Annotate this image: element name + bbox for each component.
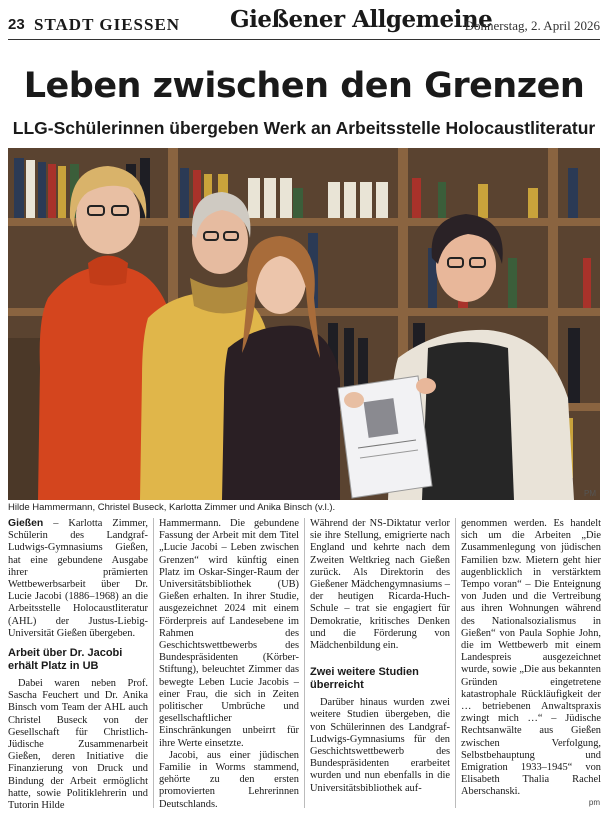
photo-caption: Hilde Hammermann, Christel Buseck, Karlotta Zimmer und Anika Binsch (v.l.). xyxy=(8,502,336,513)
article-headline: Leben zwischen den Grenzen xyxy=(23,66,585,106)
body-paragraph: Jacobi, aus einer jüdischen Familie in Worms stammend, gehörte zu den ersten promovierten Lehrerinnen Deutschlands. xyxy=(159,749,299,810)
section-title: STADT GIESSEN xyxy=(34,15,181,34)
newspaper-name: Gießener Allgemeine xyxy=(230,6,493,33)
subheading-studies: Zwei weitere Studien überreicht xyxy=(310,666,419,691)
column-divider xyxy=(455,518,456,808)
body-paragraph: Hammermann. Die gebundene Fassung der Arbeit mit dem Titel „Lucie Jacobi – Leben zwischen Grenzen“ wird künftig einen Platz im Oskar-Singer-Raum der Universitätsbibliothek (UB) Gießen erhalten. In ihrer Studie, ausgezeichnet 2024 mit einem Förderpreis auf Landesebene im Rahmen des Geschichtswettbewerbs des Bundespräsidenten (Körber-Stiftung), beleuchtet Zimmer das bewegte Leben Lucie Jacobis – einer Frau, die sich in Zeiten politischer Umbrüche und gesellschaftlicher Einschränkungen unbeirrt für ihre Werte einsetzte. xyxy=(159,518,299,749)
group-photo-illustration xyxy=(8,148,600,500)
body-paragraph: Dabei waren neben Prof. Sascha Feuchert und Dr. Anika Binsch vom Team der AHL auch Christel Buseck von der Gesellschaft für Christlich-Jüdische Zusammenarbeit Gießen, deren Initiative die Finanzierung von Druck und Bindung der Arbeit ermöglicht hatte, sowie Politiklehrerin und Tutorin Hilde xyxy=(8,678,148,812)
page-number: 23 xyxy=(8,16,25,33)
article-column-4 xyxy=(461,518,601,799)
lead-text: – Karlotta Zimmer, Schülerin des Landgraf-Ludwigs-Gymnasiums Gießen, hat eine gebundene Ausgabe ihrer prämierten Wettbewerbsarbeit über Dr. Lucie Jacobi (1886–1968) an die Arbeitsstelle Holocaustliteratur (AHL) der Justus-Liebig-Universität Gießen übergeben. xyxy=(8,518,148,639)
article-photo xyxy=(8,148,600,500)
body-paragraph: Darüber hinaus wurden zwei weitere Studien übergeben, die von Schülerinnen des Landgraf-Ludwigs-Gymnasiums für den Geschichtswettbewerb des Bundespräsidenten erarbeitet wurden und nun ebenfalls in die Universitätsbibliothek auf- xyxy=(310,697,450,794)
lead-paragraph xyxy=(8,518,148,640)
column-divider xyxy=(304,518,305,808)
column-divider xyxy=(153,518,154,808)
article-column-2 xyxy=(159,518,299,811)
body-paragraph: Während der NS-Diktatur verlor sie ihre Stellung, emigrierte nach England und kehrte nach dem Zweiten Weltkrieg nach Gießen zurück. Als Direktorin des Gießener Mädchengymnasiums – der heutigen Ricarda-Huch-Schule – trat sie engagiert für Demokratie, kritisches Denken und die Förderung von Mädchenbildung ein. xyxy=(310,518,450,652)
photo-credit: PM xyxy=(584,489,596,498)
article-subhead: LLG-Schülerinnen übergeben Werk an Arbeitsstelle Holocaustliteratur xyxy=(12,118,596,138)
masthead xyxy=(8,6,600,40)
subheading-ub: Arbeit über Dr. Jacobi erhält Platz in UB xyxy=(8,647,123,672)
dateline-city: Gießen xyxy=(8,518,44,529)
issue-date: Donnerstag, 2. April 2026 xyxy=(464,18,600,33)
author-signature: pm xyxy=(588,798,600,807)
article-column-1 xyxy=(8,518,148,812)
article-column-3 xyxy=(310,518,450,795)
body-paragraph: genommen werden. Es handelt sich um die Arbeiten „Die Zusammenlegung von jüdischen Familien bzw. Mietern geht hier augenblicklich in verstärktem Tempo voran“ – Die Enteignung von Juden und die Vertreibung aus ihren Wohnungen während des Nationalsozialismus in Gießen“ von Paula Sophie John, die im Wettbewerb mit einem Landespreis ausgezeichnet wurde, sowie „Die aus bekannten Gründen eingetretene katastrophale Rückläufigkeit der … betriebenen Anwaltspraxis zwingt mich …“ – Jüdische Rechtsanwälte aus Gießen zwischen Verfolgung, Selbstbehauptung und Emigration 1933–1945“ von Elisabeth Thalia Rachel Aberschanski. xyxy=(461,518,601,798)
